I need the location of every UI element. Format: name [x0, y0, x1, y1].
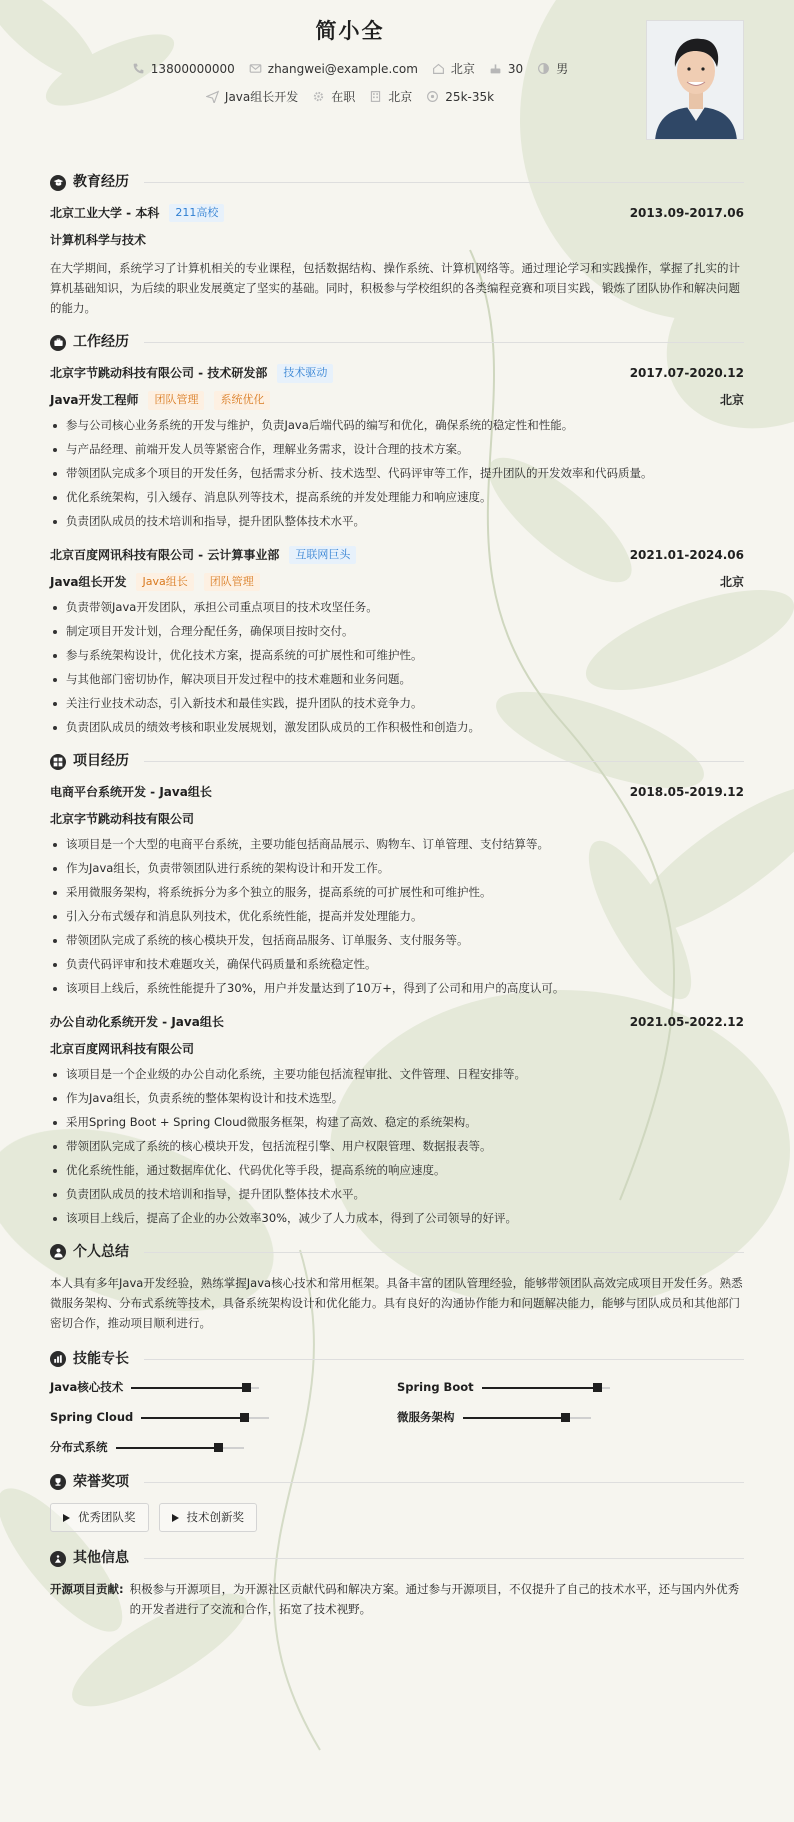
company-left [50, 546, 356, 565]
gender-icon [537, 62, 550, 75]
company-row [50, 363, 744, 383]
projects-section [50, 751, 744, 1228]
job-title: Java组长开发 [224, 89, 299, 104]
awards-title: 荣誉奖项 [73, 1473, 129, 1490]
education-description: 在大学期间，系统学习了计算机相关的专业课程，包括数据结构、操作系统、计算机网络等。通过理论学习和实践操作，掌握了扎实的计算机基础知识，为后续的职业发展奠定了坚实的基础。同时，积极参与学校组织的各类编程竞赛和项目实践，锻炼了团队协作和解决问题的能力。 [50, 261, 740, 316]
education-title: 教育经历 [73, 174, 129, 190]
skill-level-knob [242, 1383, 251, 1392]
section-divider [144, 1252, 744, 1253]
list-item: 作为Java组长，负责带领团队进行系统的架构设计和开发工作。 [50, 859, 744, 878]
money-icon [426, 90, 439, 103]
list-item: 负责代码评审和技术难题攻关，确保代码质量和系统稳定性。 [50, 955, 744, 974]
list-item: 该项目上线后，提高了企业的办公效率30%，减少了人力成本，得到了公司领导的好评。 [50, 1209, 744, 1228]
email-icon [249, 62, 262, 75]
trophy-icon [50, 1474, 66, 1490]
hometown-item [432, 60, 475, 78]
section-divider [144, 1359, 744, 1360]
company-left [50, 364, 333, 383]
project-company-row [50, 809, 744, 829]
play-icon [63, 1514, 70, 1522]
list-item: 优化系统性能，通过数据库优化、代码优化等手段，提高系统的响应速度。 [50, 1161, 744, 1180]
list-item: 参与公司核心业务系统的开发与维护，负责Java后端代码的编写和优化，确保系统的稳定性和性能。 [50, 416, 744, 435]
skill-level-bar [482, 1387, 610, 1389]
salary-value: 25k-35k [445, 89, 495, 104]
skills-section [50, 1349, 744, 1456]
education-left [50, 204, 224, 223]
education-date: 2013.09-2017.06 [629, 206, 744, 220]
gender-item [537, 60, 568, 78]
role-title: Java开发工程师 [50, 393, 139, 408]
email-item [249, 60, 418, 78]
list-item: 制定项目开发计划，合理分配任务，确保项目按时交付。 [50, 622, 744, 641]
age-item [489, 60, 523, 78]
work-entry [50, 545, 744, 737]
role-title: Java组长开发 [50, 575, 127, 590]
other-section [50, 1548, 744, 1619]
work-location: 北京 [719, 393, 744, 408]
contact-row [50, 60, 650, 78]
role-row [50, 572, 744, 592]
role-left [50, 573, 260, 592]
role-row [50, 390, 744, 410]
list-item: 优化系统架构，引入缓存、消息队列等技术，提高系统的并发处理能力和响应速度。 [50, 488, 744, 507]
project-name: 电商平台系统开发 - Java组长 [50, 785, 212, 800]
list-item: 负责团队成员的技术培训和指导，提升团队整体技术水平。 [50, 1185, 744, 1204]
skill-level-fill [141, 1417, 243, 1419]
list-item: 负责带领Java开发团队，承担公司重点项目的技术攻坚任务。 [50, 598, 744, 617]
skill-level-knob [561, 1413, 570, 1422]
skills-grid [50, 1380, 744, 1456]
education-row [50, 203, 744, 223]
skill-level-knob [240, 1413, 249, 1422]
email-address: zhangwei@example.com [267, 61, 418, 76]
list-item: 与其他部门密切协作，解决项目开发过程中的技术难题和业务问题。 [50, 670, 744, 689]
status-value: 在职 [331, 89, 356, 104]
project-entry [50, 1012, 744, 1228]
skill-item [397, 1410, 744, 1426]
work-heading [50, 332, 744, 353]
list-item: 负责团队成员的技术培训和指导，提升团队整体技术水平。 [50, 512, 744, 531]
candidate-name: 简小全 [315, 19, 385, 43]
work-location: 北京 [719, 575, 744, 590]
hometown-value: 北京 [450, 61, 475, 76]
role-tag: 团队管理 [148, 391, 204, 410]
education-entry [50, 203, 744, 318]
project-name: 办公自动化系统开发 - Java组长 [50, 1014, 224, 1029]
skill-level-fill [131, 1387, 246, 1389]
skill-item [50, 1440, 397, 1456]
school-name: 北京工业大学 - 本科 [50, 206, 160, 220]
other-info [50, 1579, 744, 1619]
skills-heading [50, 1349, 744, 1370]
skill-level-bar [116, 1447, 244, 1449]
projects-title: 项目经历 [73, 753, 129, 770]
award-label: 技术创新奖 [186, 1509, 244, 1524]
list-item: 负责团队成员的绩效考核和职业发展规划，激发团队成员的工作积极性和创造力。 [50, 718, 744, 737]
list-item: 作为Java组长，负责系统的整体架构设计和技术选型。 [50, 1089, 744, 1108]
skill-item [50, 1410, 397, 1426]
user-icon [50, 1244, 66, 1260]
work-section [50, 332, 744, 737]
award-badge [50, 1503, 149, 1532]
play-icon [172, 1514, 179, 1522]
graduation-cap-icon [50, 175, 66, 191]
awards-heading [50, 1472, 744, 1493]
project-row [50, 782, 744, 802]
list-item: 引入分布式缓存和消息队列技术，优化系统性能，提高并发处理能力。 [50, 907, 744, 926]
skill-item [50, 1380, 397, 1396]
skill-name: Spring Cloud [50, 1410, 134, 1425]
other-text: 积极参与开源项目，为开源社区贡献代码和解决方案。通过参与开源项目，不仅提升了自己的技术水平，还与国内外优秀的开发者进行了交流和合作，拓宽了技术视野。 [129, 1582, 740, 1617]
company-name: 北京百度网讯科技有限公司 - 云计算事业部 [50, 548, 280, 563]
list-item: 与产品经理、前端开发人员等紧密合作，理解业务需求，设计合理的技术方案。 [50, 440, 744, 459]
list-item: 带领团队完成了系统的核心模块开发，包括流程引擎、用户权限管理、数据报表等。 [50, 1137, 744, 1156]
project-company-row [50, 1039, 744, 1059]
list-item: 该项目是一个大型的电商平台系统，主要功能包括商品展示、购物车、订单管理、支付结算等。 [50, 835, 744, 854]
summary-section [50, 1242, 744, 1333]
award-label: 优秀团队奖 [78, 1509, 136, 1524]
education-heading [50, 172, 744, 193]
building-icon [369, 90, 382, 103]
city-value: 北京 [388, 89, 413, 104]
skills-title: 技能专长 [73, 1350, 129, 1367]
skill-name: 分布式系统 [50, 1440, 108, 1455]
work-bullets [50, 598, 744, 737]
company-tag: 互联网巨头 [289, 546, 356, 565]
skill-level-knob [214, 1443, 223, 1452]
bar-chart-icon [50, 1351, 66, 1367]
skill-item [397, 1380, 744, 1396]
phone-icon [132, 62, 145, 75]
avatar-photo [646, 20, 744, 140]
work-entry [50, 363, 744, 531]
project-bullets [50, 835, 744, 998]
education-section [50, 172, 744, 318]
project-date: 2018.05-2019.12 [629, 785, 744, 800]
list-item: 带领团队完成多个项目的开发任务，包括需求分析、技术选型、代码评审等工作，提升团队的开发效率和代码质量。 [50, 464, 744, 483]
other-title: 其他信息 [73, 1550, 129, 1567]
work-date: 2017.07-2020.12 [629, 366, 744, 381]
skill-level-fill [116, 1447, 218, 1449]
skill-level-bar [141, 1417, 269, 1419]
gender-value: 男 [556, 61, 569, 76]
company-name: 北京字节跳动科技有限公司 - 技术研发部 [50, 366, 268, 381]
project-row [50, 1012, 744, 1032]
city-item [369, 88, 412, 106]
status-item [312, 88, 355, 106]
skill-level-bar [463, 1417, 591, 1419]
list-item: 带领团队完成了系统的核心模块开发，包括商品服务、订单服务、支付服务等。 [50, 931, 744, 950]
list-item: 该项目是一个企业级的办公自动化系统，主要功能包括流程审批、文件管理、日程安排等。 [50, 1065, 744, 1084]
school-tag: 211高校 [169, 204, 224, 223]
project-date: 2021.05-2022.12 [629, 1014, 744, 1029]
skill-name: Spring Boot [397, 1380, 474, 1395]
skill-level-fill [482, 1387, 597, 1389]
briefcase-icon [50, 335, 66, 351]
role-tag: 系统优化 [214, 391, 270, 410]
skill-name: Java核心技术 [50, 1380, 124, 1395]
company-row [50, 545, 744, 565]
skill-name: 微服务架构 [397, 1410, 455, 1425]
award-badge [159, 1503, 258, 1532]
skill-level-bar [131, 1387, 259, 1389]
section-divider [144, 1482, 744, 1483]
role-left [50, 391, 270, 410]
skill-level-knob [593, 1383, 602, 1392]
home-icon [432, 62, 445, 75]
phone-number: 13800000000 [150, 61, 235, 76]
projects-heading [50, 751, 744, 772]
send-icon [206, 90, 219, 103]
skill-level-fill [463, 1417, 565, 1419]
project-company: 北京百度网讯科技有限公司 [50, 1041, 195, 1056]
list-item: 参与系统架构设计，优化技术方案，提高系统的可扩展性和可维护性。 [50, 646, 744, 665]
project-entry [50, 782, 744, 998]
section-divider [144, 761, 744, 762]
cake-icon [489, 62, 502, 75]
list-item: 采用Spring Boot + Spring Cloud微服务框架，构建了高效、稳定的系统架构。 [50, 1113, 744, 1132]
gear-icon [312, 90, 325, 103]
role-tag: Java组长 [136, 573, 193, 592]
list-item: 该项目上线后，系统性能提升了30%，用户并发量达到了10万+，得到了公司和用户的高度认可。 [50, 979, 744, 998]
project-company: 北京字节跳动科技有限公司 [50, 812, 195, 827]
major-name: 计算机科学与技术 [50, 233, 147, 247]
summary-title: 个人总结 [73, 1243, 129, 1260]
other-label: 开源项目贡献: [50, 1582, 124, 1597]
section-divider [144, 182, 744, 183]
avatar-illustration [647, 21, 744, 140]
work-bullets [50, 416, 744, 531]
company-tag: 技术驱动 [277, 364, 333, 383]
section-divider [144, 342, 744, 343]
summary-text: 本人具有多年Java开发经验，熟练掌握Java核心技术和常用框架。具备丰富的团队管理经验，能够带领团队高效完成项目开发任务。熟悉微服务架构、分布式系统等技术，具备系统架构设计和优化能力。具有良好的沟通协作能力和问题解决能力，能够与团队成员和其他部门密切合作，推动项目顺利进行。 [50, 1275, 743, 1330]
awards-list [50, 1503, 744, 1532]
work-date: 2021.01-2024.06 [629, 548, 744, 563]
other-heading [50, 1548, 744, 1569]
age-value: 30 [507, 61, 524, 76]
grid-icon [50, 754, 66, 770]
major-row [50, 230, 744, 250]
section-divider [144, 1558, 744, 1559]
job-item [206, 88, 298, 106]
job-row [50, 88, 650, 106]
phone-item [132, 60, 235, 78]
awards-section [50, 1472, 744, 1532]
project-bullets [50, 1065, 744, 1228]
resume-header [50, 14, 744, 160]
summary-heading [50, 1242, 744, 1263]
list-item: 关注行业技术动态，引入新技术和最佳实践，提升团队的技术竞争力。 [50, 694, 744, 713]
info-icon [50, 1551, 66, 1567]
list-item: 采用微服务架构，将系统拆分为多个独立的服务，提高系统的可扩展性和可维护性。 [50, 883, 744, 902]
work-title: 工作经历 [73, 334, 129, 351]
salary-item [426, 88, 494, 106]
role-tag: 团队管理 [204, 573, 260, 592]
